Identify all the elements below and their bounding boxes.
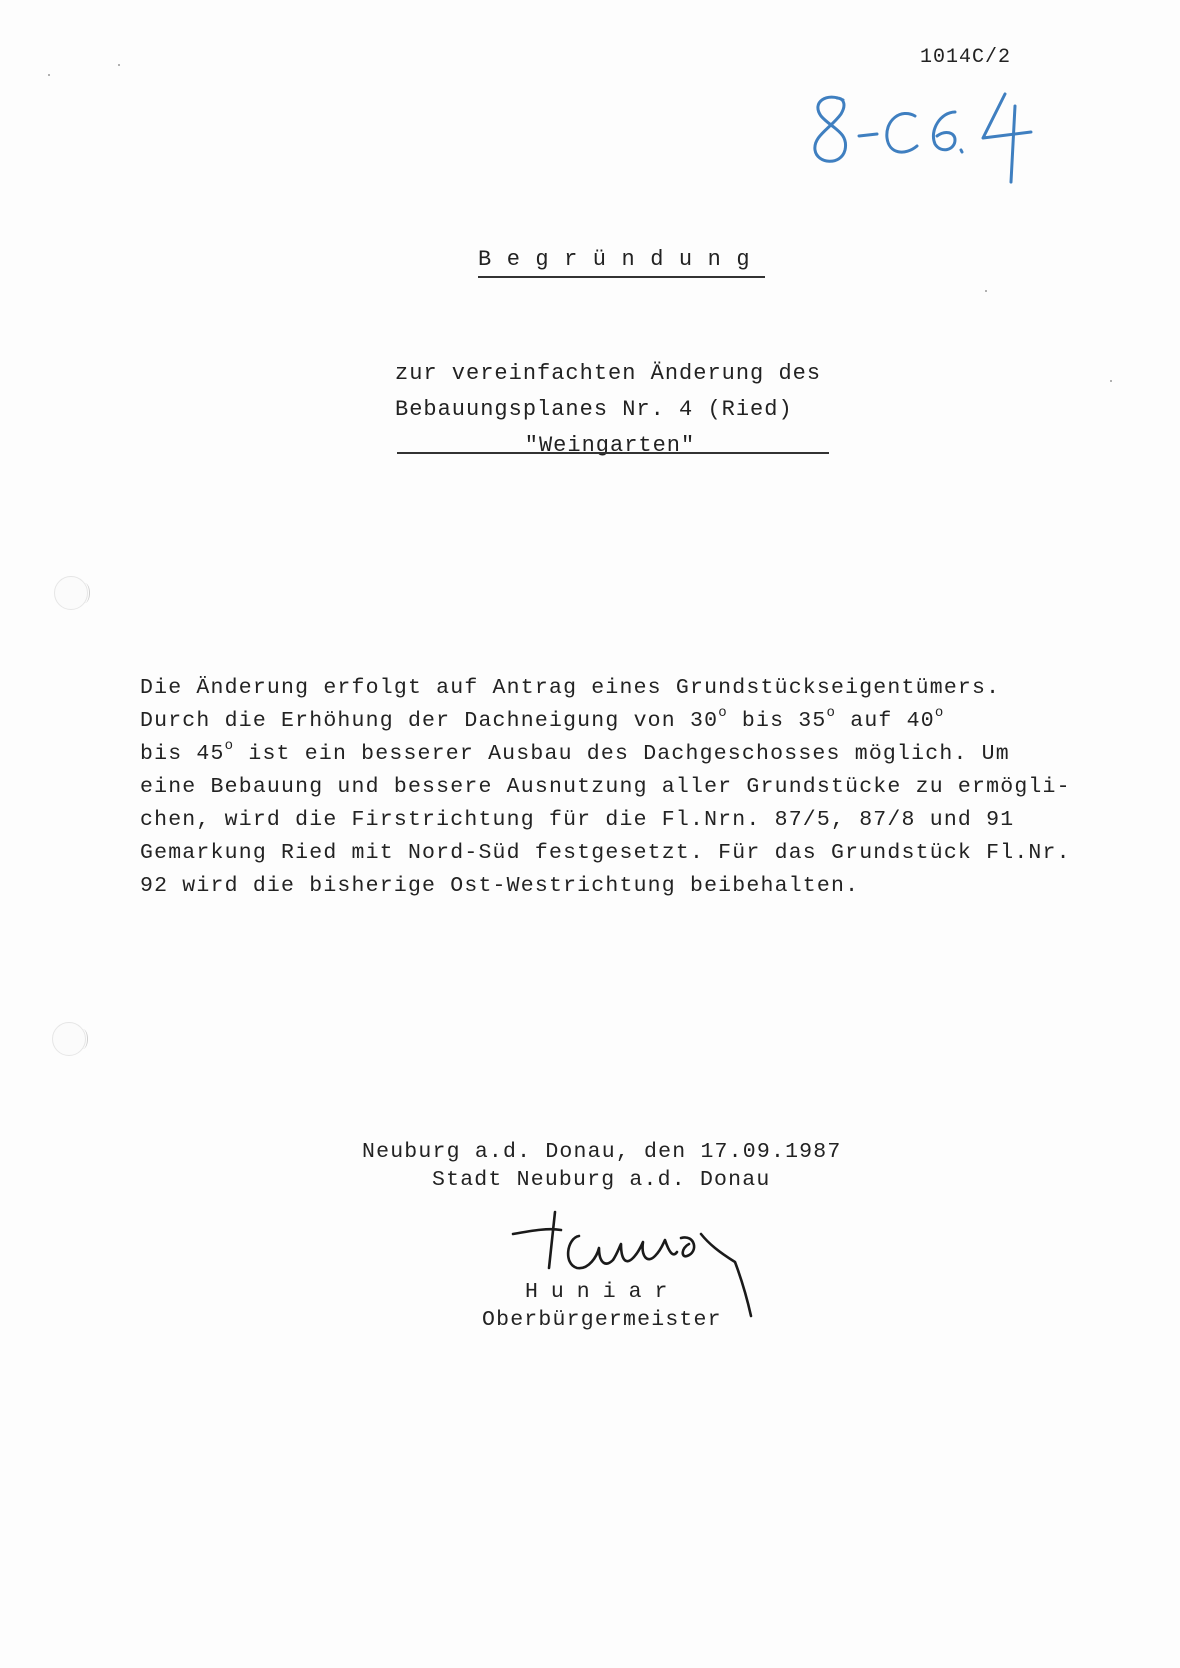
body-line: Gemarkung Ried mit Nord-Süd festgesetzt. Für das Grundstück Fl.Nr. [140, 841, 1071, 865]
body-line: Durch die Erhöhung der Dachneigung von 30$^o$ bis 35$^o$ auf 40$^o$ [140, 704, 945, 733]
body-line: 92 wird die bisherige Ost-Westrichtung beibehalten. [140, 874, 860, 898]
handwritten-signature [505, 1208, 795, 1323]
degree-mark: o [224, 737, 235, 754]
scan-speck [48, 74, 50, 76]
subtitle-line: Bebauungsplanes Nr. 4 (Ried) [395, 397, 793, 422]
scan-speck [1110, 380, 1112, 382]
body-line: eine Bebauung und bessere Ausnutzung aller Grundstücke zu ermögli- [140, 775, 1071, 799]
degree-mark: o [826, 704, 837, 721]
issuing-authority: Stadt Neuburg a.d. Donau [432, 1168, 771, 1192]
handwritten-note [805, 86, 1065, 186]
body-line: Die Änderung erfolgt auf Antrag eines Grundstückseigentümers. [140, 676, 1001, 700]
subtitle-line: "Weingarten" [524, 433, 696, 458]
place-date-line: Neuburg a.d. Donau, den 17.09.1987 [362, 1140, 842, 1164]
scan-speck [985, 290, 987, 292]
document-subtitle [395, 356, 835, 464]
document-title: Begründung [478, 247, 765, 278]
degree-mark: o [934, 704, 945, 721]
body-paragraph [140, 672, 1080, 903]
degree-mark: o [718, 704, 728, 721]
body-line: bis 45$^o$ ist ein besserer Ausbau des Dachgeschosses möglich. Um [140, 737, 1010, 766]
subtitle-underline [397, 452, 829, 454]
document-date: 17.09.1987 [700, 1140, 842, 1164]
signatory-role: Oberbürgermeister [482, 1308, 722, 1332]
punch-hole [52, 1022, 86, 1056]
punch-hole [54, 576, 88, 610]
signatory-name: Huniar [525, 1280, 681, 1304]
scan-speck [118, 64, 120, 66]
body-line: chen, wird die Firstrichtung für die Fl.Nrn. 87/5, 87/8 und 91 [140, 808, 1015, 832]
subtitle-line: zur vereinfachten Änderung des [395, 361, 822, 386]
document-reference: 1014C/2 [920, 46, 1012, 69]
